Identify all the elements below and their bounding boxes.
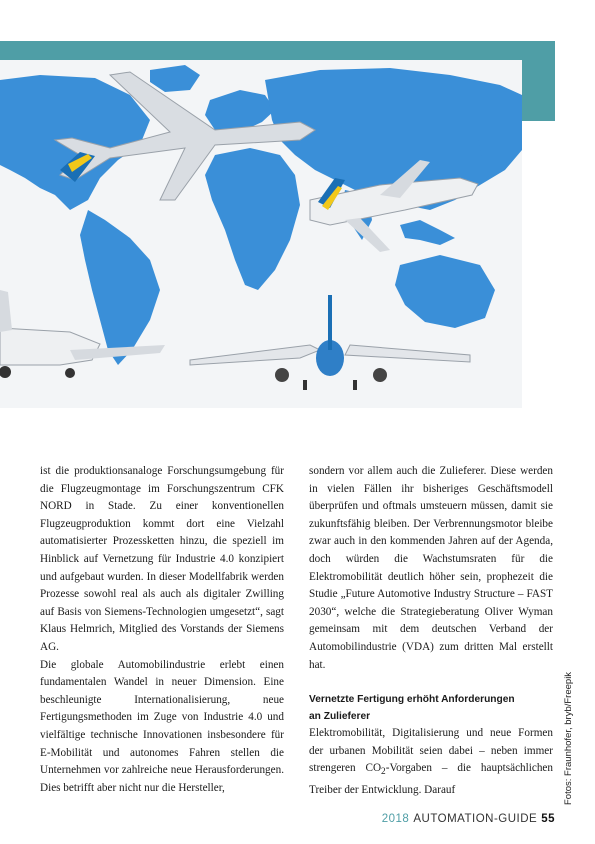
text-column-left	[40, 463, 284, 797]
text-column-right	[309, 463, 553, 800]
subheading-line: Vernetzte Fertigung erhöht Anforderungen	[309, 694, 515, 706]
body-paragraph: sondern vor allem auch die Zulieferer. Diese werden in vielen Fällen ihr bisheriges Geschäftsmodell überprüfen und oftmals umsteuern müssen, damit sie zukunftsfähig bleiben. Der Verbrennungsmotor bleibe zwar auch in den kommenden Jahren auf der Agenda, doch würden die Wachstumsraten für die Elektromobilität deutlich höher sein, prophezeit die Studie „Future Automotive Industry Structure – FAST 2030“, welche die Strategieberatung Oliver Wyman gemeinsam mit dem deutschen Verband der Automobilindustrie (VDA) zum dritten Mal erstellt hat.	[309, 465, 553, 671]
subscript: 2	[381, 767, 386, 778]
body-text: -Vorgaben – die hauptsächlichen Treiber der Entwicklung. Darauf	[309, 762, 553, 797]
body-paragraph: ist die produktionsanaloge Forschungsumgebung für die Flugzeugmontage im Forschungszentrum CFK NORD in Stade. Zu einer konventionellen Flugzeugproduktion kommt dort eine Vielzahl automatisierter Prozessketten hinzu, die speziell im Hinblick auf Vernetzung für Industrie 4.0 konzipiert und aufgebaut wurden. In dieser Modellfabrik werden Prozesse sowohl real als auch als digitaler Zwilling auf Basis von Siemens-Technologien umgesetzt“, sagt Klaus Helmrich, Mitglied des Vorstands der Siemens AG.	[40, 465, 284, 653]
body-paragraph: Die globale Automobilindustrie erlebt einen fundamentalen Wandel in neuer Dimension. Eine beschleunigte Internationalisierung, neue Fertigungsmethoden im Zuge von Industrie 4.0 und vielfältige technische Innovationen insbesondere für E-Mobilität und autonomes Fahren stellen die Unternehmen vor zahlreiche neue Herausforderungen. Dies betrifft aber nicht nur die Hersteller,	[40, 658, 284, 794]
page-footer	[382, 813, 555, 825]
hero-image	[0, 60, 522, 408]
footer-publication: AUTOMATION-GUIDE	[413, 813, 538, 825]
world-map-airplanes-illustration	[0, 60, 522, 408]
photo-credit: Fotos: Fraunhofer, bryb/Freepik	[563, 671, 574, 805]
page-number: 55	[541, 813, 555, 825]
body-text: Elektromobilität, Digitalisierung und neue Formen der urbanen Mobilität seien dabei – neben immer strengeren CO	[309, 727, 553, 775]
footer-year: 2018	[381, 813, 410, 825]
body-paragraph	[309, 725, 553, 800]
section-subheading	[309, 691, 553, 725]
subheading-line: an Zulieferer	[309, 711, 371, 723]
